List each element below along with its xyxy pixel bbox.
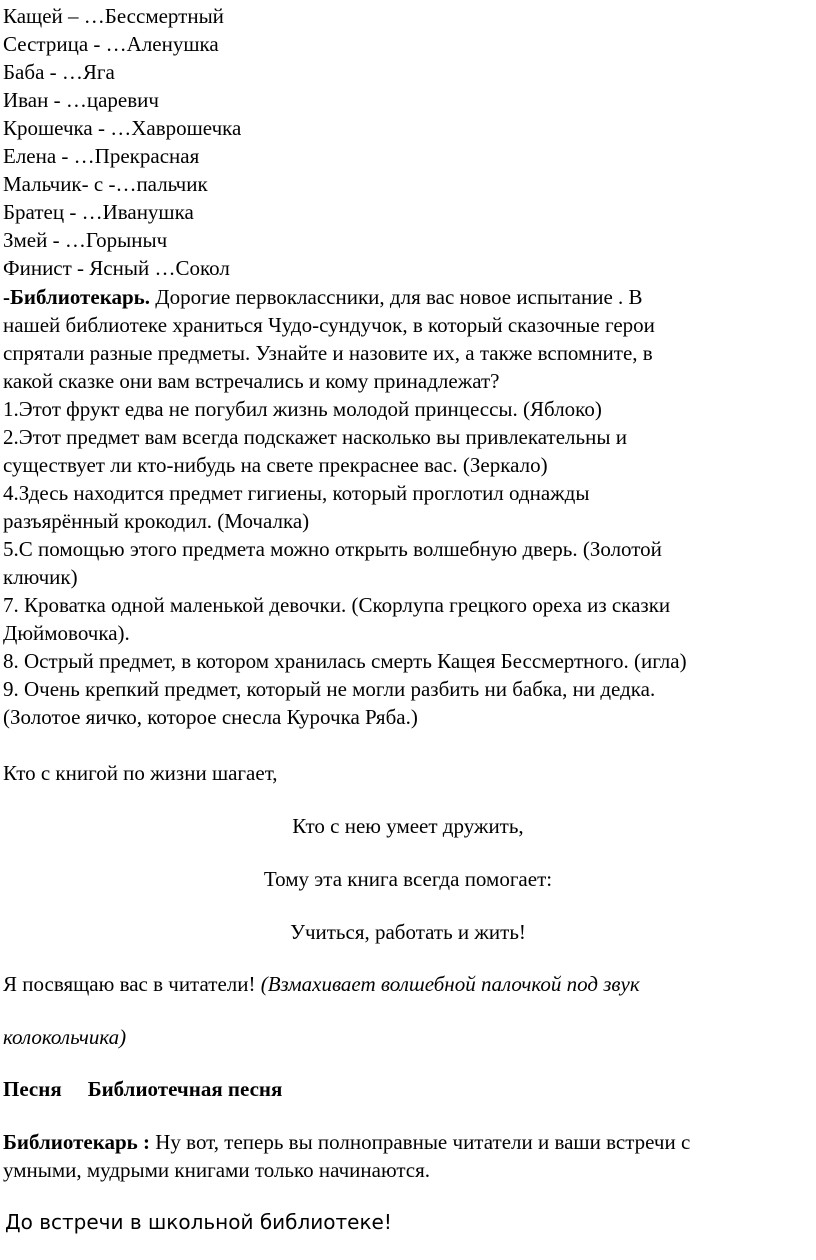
closing-line: умными, мудрыми книгами только начинаются.	[3, 1158, 431, 1182]
pair-line: Братец - …Иванушка	[3, 200, 194, 224]
librarian-intro-line: спрятали разные предметы. Узнайте и назовите их, а также вспомните, в	[3, 341, 653, 365]
riddle-line: 4.Здесь находится предмет гигиены, который проглотил однажды	[3, 481, 590, 505]
poem-line: Учиться, работать и жить!	[290, 920, 526, 944]
riddle-line: ключик)	[3, 565, 78, 589]
pair-line: Иван - …царевич	[3, 88, 159, 112]
pair-line: Баба - …Яга	[3, 60, 115, 84]
pair-line: Сестрица - …Аленушка	[3, 32, 219, 56]
speaker-label: -Библиотекарь.	[3, 285, 151, 309]
poem-line: Тому эта книга всегда помогает:	[263, 867, 553, 891]
initiation-text: Я посвящаю вас в читатели!	[3, 972, 261, 996]
poem-line: Кто с книгой по жизни шагает,	[3, 761, 278, 785]
riddle-line: разъярённый крокодил. (Мочалка)	[3, 509, 310, 533]
riddle-line: 9. Очень крепкий предмет, который не могли разбить ни бабка, ни дедка.	[3, 677, 656, 701]
pair-line: Финист - Ясный …Сокол	[3, 256, 230, 280]
closing-line	[3, 1128, 690, 1156]
closing-text: Ну вот, теперь вы полноправные читатели и ваши встречи с	[150, 1130, 691, 1154]
song-title: Библиотечная песня	[87, 1077, 283, 1101]
riddle-line: 2.Этот предмет вам всегда подскажет насколько вы привлекательны и	[3, 425, 627, 449]
pair-line: Кащей – …Бессмертный	[3, 4, 224, 28]
initiation-line	[3, 970, 640, 998]
pair-line: Крошечка - …Хаврошечка	[3, 116, 242, 140]
stage-direction: (Взмахивает волшебной палочкой под звук	[260, 972, 640, 996]
pair-line: Змей - …Горыныч	[3, 228, 168, 252]
stage-direction: колокольчика)	[3, 1025, 127, 1049]
song-line	[3, 1075, 282, 1103]
riddle-line: (Золотое яичко, которое снесла Курочка Ряба.)	[3, 705, 418, 729]
intro-text: Дорогие первоклассники, для вас новое испытание . В	[150, 285, 643, 309]
riddle-line: 8. Острый предмет, в котором хранилась смерть Кащея Бессмертного. (игла)	[3, 649, 687, 673]
pair-line: Мальчик- с -…пальчик	[3, 172, 208, 196]
farewell-line: До встречи в школьной библиотеке!	[5, 1210, 392, 1234]
librarian-intro-line: нашей библиотеке храниться Чудо-сундучок, в который сказочные герои	[3, 313, 655, 337]
song-label: Песня	[3, 1077, 62, 1101]
riddle-line: 7. Кроватка одной маленькой девочки. (Скорлупа грецкого ореха из сказки	[3, 593, 671, 617]
riddle-line: Дюймовочка).	[3, 621, 130, 645]
stage-direction-line	[3, 1023, 126, 1051]
pair-line: Елена - …Прекрасная	[3, 144, 200, 168]
riddle-line: существует ли кто-нибудь на свете прекраснее вас. (Зеркало)	[3, 453, 548, 477]
poem-line: Кто с нею умеет дружить,	[292, 814, 524, 838]
riddle-line: 5.С помощью этого предмета можно открыть волшебную дверь. (Золотой	[3, 537, 662, 561]
riddle-line: 1.Этот фрукт едва не погубил жизнь молодой принцессы. (Яблоко)	[3, 397, 602, 421]
closing-speaker: Библиотекарь :	[3, 1130, 151, 1154]
librarian-intro-line: какой сказке они вам встречались и кому принадлежат?	[3, 369, 500, 393]
librarian-intro-line	[3, 283, 643, 311]
